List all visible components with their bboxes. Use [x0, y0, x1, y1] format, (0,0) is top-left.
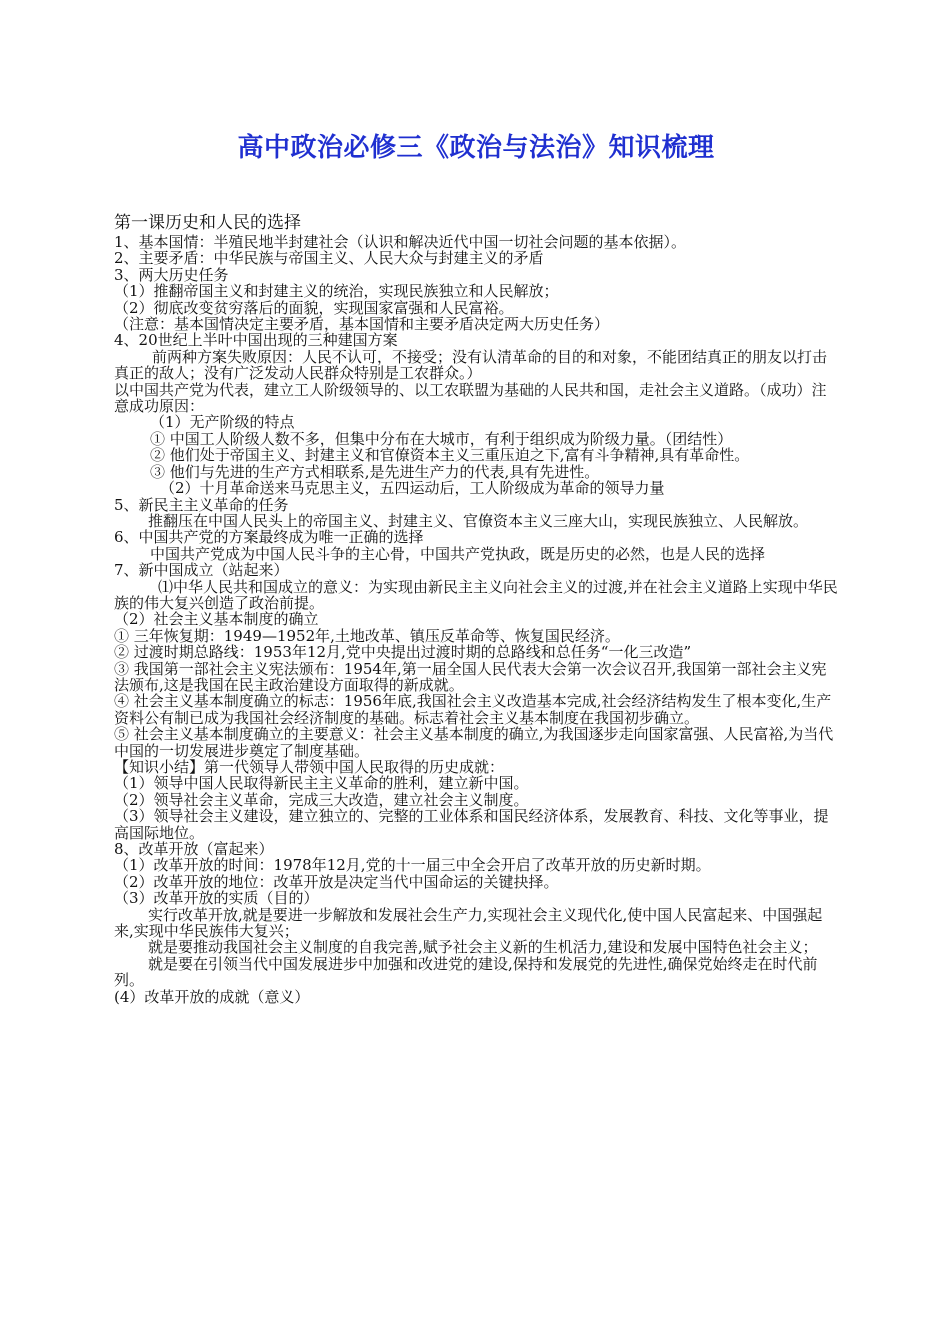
text-line: (4）改革开放的成就（意义）	[114, 987, 310, 1006]
text-line: ② 过渡时期总路线：1953年12月,党中央提出过渡时期的总路线和总任务“一化三改造”	[114, 643, 692, 662]
text-line: 3、两大历史任务	[114, 265, 229, 284]
text-line: 6、中国共产党的方案最终成为唯一正确的选择	[114, 528, 424, 547]
text-line: 中国共产党成为中国人民斗争的主心骨，中国共产党执政，既是历史的必然，也是人民的选择	[150, 544, 766, 563]
text-line: （注意：基本国情决定主要矛盾，基本国情和主要矛盾决定两大历史任务）	[114, 315, 610, 334]
text-line: 就是要推动我国社会主义制度的自我完善,赋予社会主义新的生机活力,建设和发展中国特色社会主义；	[148, 938, 818, 957]
text-line: （3）改革开放的实质（目的）	[114, 889, 319, 908]
text-line: （2）改革开放的地位：改革开放是决定当代中国命运的关键抉择。	[114, 872, 559, 891]
text-line: ② 他们处于帝国主义、封建主义和官僚资本主义三重压迫之下,富有斗争精神,具有革命性。	[150, 446, 750, 465]
text-line: ③ 他们与先进的生产方式相联系,是先进生产力的代表,具有先进性。	[150, 462, 600, 481]
text-line: ① 中国工人阶级人数不多，但集中分布在大城市，有利于组织成为阶级力量。（团结性）	[150, 429, 733, 448]
text-line: （1）领导中国人民取得新民主主义革命的胜利，建立新中国。	[114, 774, 529, 793]
text-line: 【知识小结】第一代领导人带领中国人民取得的历史成就：	[114, 758, 505, 776]
text-line: 5、新民主主义革命的任务	[114, 495, 289, 514]
text-line: ⑴中华人民共和国成立的意义：为实现由新民主主义向社会主义的过渡,并在社会主义道路上实现中华民族的伟大复兴创造了政治前提。	[114, 577, 838, 612]
text-line: ① 三年恢复期：1949—1952年,土地改革、镇压反革命等、恢复国民经济。	[114, 626, 620, 645]
text-line: ④ 社会主义基本制度确立的标志：1956年底,我国社会主义改造基本完成,社会经济结构发生了根本变化,生产资料公有制已成为我国社会经济制度的基础。标志着社会主义基本制度在我国初步确立。	[114, 692, 832, 727]
text-line: （1）无产阶级的特点	[150, 413, 295, 432]
text-line: 1、基本国情：半殖民地半封建社会（认识和解决近代中国一切社会问题的基本依据）。	[114, 233, 687, 251]
text-line: （2）社会主义基本制度的确立	[114, 610, 319, 629]
text-line: 4、20世纪上半叶中国出现的三种建国方案	[114, 331, 398, 350]
text-line: （2）十月革命送来马克思主义，五四运动后，工人阶级成为革命的领导力量	[160, 479, 665, 498]
text-line: （2）彻底改变贫穷落后的面貌，实现国家富强和人民富裕。	[114, 298, 514, 317]
text-line: 以中国共产党为代表，建立工人阶级领导的、以工农联盟为基础的人民共和国，走社会主义道路。（成功）注意成功原因：	[114, 380, 827, 416]
text-line: ⑤ 社会主义基本制度确立的主要意义：社会主义基本制度的确立,为我国逐步走向国家富强、人民富裕,为当代中国的一切发展进步奠定了制度基础。	[114, 725, 834, 760]
document-title: 高中政治必修三《政治与法治》知识梳理	[237, 133, 715, 163]
text-line: 2、主要矛盾：中华民族与帝国主义、人民大众与封建主义的矛盾	[114, 249, 544, 268]
text-line: （3）领导社会主义建设，建立独立的、完整的工业体系和国民经济体系，发展教育、科技、文化等事业，提高国际地位。	[114, 807, 829, 842]
text-line: 推翻压在中国人民头上的帝国主义、封建主义、官僚资本主义三座大山，实现民族独立、人民解放。	[148, 511, 809, 530]
text-line: 实行改革开放,就是要进一步解放和发展社会生产力,实现社会主义现代化,使中国人民富起来、中国强起来,实现中华民族伟大复兴；	[114, 905, 823, 941]
text-line: （2）领导社会主义革命，完成三大改造，建立社会主义制度。	[114, 790, 529, 809]
document-page	[114, 128, 838, 1005]
text-line: ③ 我国第一部社会主义宪法颁布：1954年,第一届全国人民代表大会第一次会议召开,我国第一部社会主义宪法颁布,这是我国在民主政治建设方面取得的新成就。	[114, 659, 827, 694]
text-line: （1）推翻帝国主义和封建主义的统治，实现民族独立和人民解放；	[114, 282, 559, 301]
text-line: 8、改革开放（富起来）	[114, 840, 274, 859]
text-line: 7、新中国成立（站起来）	[114, 561, 289, 580]
lesson-heading: 第一课历史和人民的选择	[114, 213, 301, 233]
text-line: 前两种方案失败原因：人民不认可，不接受；没有认清革命的目的和对象，不能团结真正的朋友以打击真正的敌人；没有广泛发动人民群众特别是工农群众。）	[114, 347, 828, 383]
text-line: （1）改革开放的时间：1978年12月,党的十一届三中全会开启了改革开放的历史新时期。	[114, 856, 711, 875]
text-line: 就是要在引领当代中国发展进步中加强和改进党的建设,保持和发展党的先进性,确保党始终走在时代前列。	[114, 954, 818, 990]
